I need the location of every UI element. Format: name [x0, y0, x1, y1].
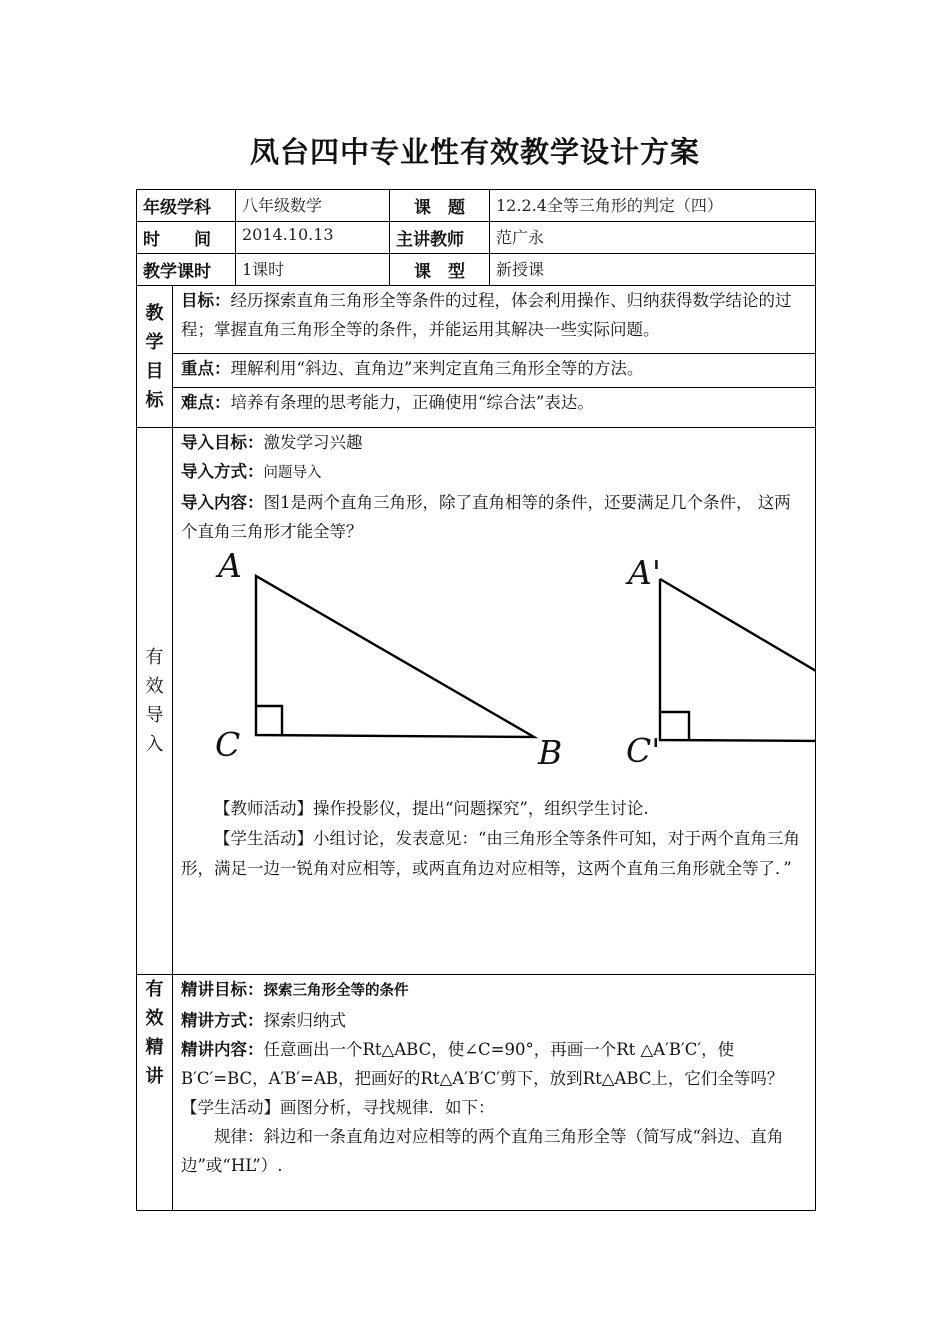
- lecture-goal: 精讲目标：探索三角形全等的条件: [181, 980, 409, 999]
- hours-value: 1课时: [236, 254, 390, 286]
- key-point-block: [173, 353, 815, 387]
- type-value: 新授课: [490, 254, 816, 286]
- right-angle-mark-c: [256, 706, 282, 735]
- label-c: C: [215, 725, 241, 764]
- lecture-student-activity: 【学生活动】画图分析，寻找规律．如下：: [181, 1098, 495, 1117]
- objectives-row: [137, 286, 816, 428]
- key-label: 重点：: [181, 359, 231, 378]
- hours-label: 教学课时: [137, 254, 236, 286]
- page-title: 凤台四中专业性有效教学设计方案: [249, 135, 700, 169]
- topic-value: 12.2.4全等三角形的判定（四）: [490, 190, 816, 222]
- key-text: 理解利用“斜边、直角边”来判定直角三角形全等的方法。: [230, 359, 644, 378]
- info-row-subject: [137, 190, 816, 222]
- lecture-content-text: 精讲内容：任意画出一个Rt△ABC，使∠C=90°，再画一个Rt △A′B′C′，使B′C′=BC，A′B′=AB，把画好的Rt△A′B′C′剪下，放到Rt△ABC上，它们全等吗？: [181, 1040, 784, 1088]
- intro-method: 导入方式：问题导入: [181, 462, 322, 481]
- intro-goal: 导入目标：激发学习兴趣: [181, 433, 363, 452]
- lecture-row: [137, 975, 816, 1211]
- objectives-content: [173, 286, 816, 428]
- teacher-activity: 【教师活动】操作投影仪，提出“问题探究”，组织学生讨论.: [214, 799, 649, 818]
- goal-label: 目标：: [181, 291, 231, 310]
- teacher-label: 主讲教师: [390, 222, 490, 254]
- label-c-prime: C': [626, 731, 661, 770]
- grade-subject-value: 八年级数学: [236, 190, 390, 222]
- objectives-side-label: 教 学 目 标: [137, 286, 173, 428]
- lecture-content: [173, 975, 816, 1211]
- lecture-rule: 规律：斜边和一条直角边对应相等的两个直角三角形全等（简写成“斜边、直角边”或“HL”）.: [181, 1127, 784, 1175]
- right-angle-mark-c2: [660, 712, 689, 740]
- triangle-a2b2c2-sides: [660, 579, 815, 741]
- grade-subject-label: 年级学科: [137, 190, 236, 222]
- difficulty-block: [173, 387, 815, 421]
- goal-text: 经历探索直角三角形全等条件的过程，体会利用操作、归纳获得数学结论的过程；掌握直角三角形全等的条件，并能运用其解决一些实际问题。: [181, 291, 792, 339]
- goal-block: [173, 286, 815, 353]
- difficulty-text: 培养有条理的思考能力，正确使用“综合法”表达。: [230, 393, 594, 412]
- intro-side-label: 有 效 导 入: [137, 428, 173, 975]
- time-label: 时 间: [137, 222, 236, 254]
- triangle-abc: [256, 576, 534, 737]
- intro-content-text: 导入内容：图1是两个直角三角形，除了直角相等的条件，还要满足几个条件， 这两个直角三角形才能全等？: [181, 493, 791, 541]
- info-row-time: [137, 222, 816, 254]
- lecture-side-label: 有 效 精 讲: [137, 975, 173, 1211]
- right-triangles-figure: [173, 546, 815, 794]
- type-label: 课 型: [390, 254, 490, 286]
- difficulty-label: 难点：: [181, 393, 231, 412]
- time-value: 2014.10.13: [236, 222, 390, 254]
- intro-row: [137, 428, 816, 975]
- student-activity: 【学生活动】小组讨论，发表意见：“由三角形全等条件可知，对于两个直角三角形，满足一边一锐角对应相等，或两直角边对应相等，这两个直角三角形就全等了．”: [181, 829, 800, 878]
- label-a: A: [218, 546, 242, 585]
- triangle-a2b2c2-hypotenuse: [660, 579, 815, 681]
- lecture-method: 精讲方式：探索归纳式: [181, 1011, 346, 1030]
- label-a-prime: A': [628, 553, 661, 592]
- info-row-hours: [137, 254, 816, 286]
- teacher-value: 范广永: [490, 222, 816, 254]
- figure-1: [173, 546, 815, 794]
- topic-label: 课 题: [390, 190, 490, 222]
- label-b: B: [538, 733, 563, 772]
- intro-content: [173, 428, 816, 975]
- lesson-plan-table: [136, 189, 816, 1211]
